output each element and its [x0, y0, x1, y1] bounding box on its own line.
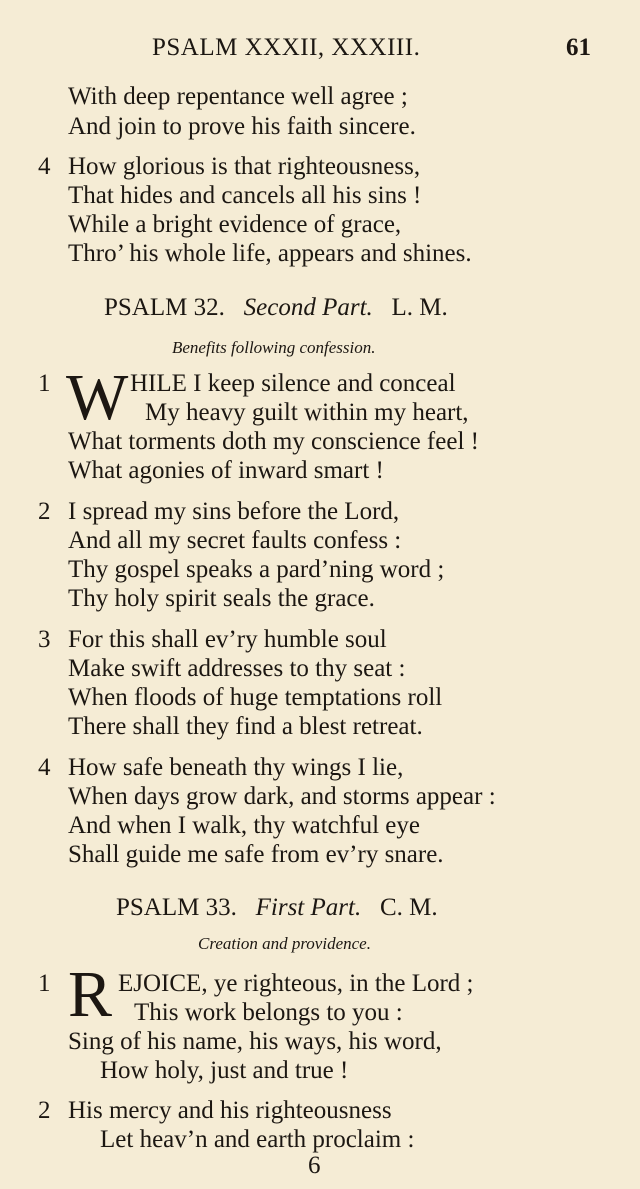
running-header: [0, 34, 640, 68]
verse-line: My heavy guilt within my heart,: [145, 399, 469, 426]
psalm-part: First Part.: [255, 894, 362, 921]
verse-line: How glorious is that righteousness,: [68, 153, 421, 180]
verse-line: For this shall ev’ry humble soul: [68, 626, 387, 653]
verse-line: How holy, just and true !: [100, 1057, 349, 1084]
verse-line: That hides and cancels all his sins !: [68, 182, 422, 209]
psalm-subtitle: Creation and providence.: [198, 934, 371, 953]
drop-cap: W: [66, 361, 129, 434]
verse-line: Shall guide me safe from ev’ry snare.: [68, 841, 444, 868]
psalm-number: PSALM 33.: [116, 894, 237, 921]
verse-line: Thy gospel speaks a pard’ning word ;: [68, 556, 445, 583]
verse-line: There shall they find a blest retreat.: [68, 713, 423, 740]
verse-line: While a bright evidence of grace,: [68, 211, 402, 238]
psalm-meter: L. M.: [391, 294, 448, 321]
verse-line: I spread my sins before the Lord,: [68, 498, 400, 525]
stanza-number: 1: [38, 370, 51, 397]
verse-line: Let heav’n and earth proclaim :: [100, 1126, 415, 1153]
stanza-number: 1: [38, 970, 51, 997]
stanza-number: 4: [38, 153, 51, 180]
verse-line: And all my secret faults confess :: [68, 527, 402, 554]
psalm-number: PSALM 32.: [104, 294, 225, 321]
verse-line: Make swift addresses to thy seat :: [68, 655, 406, 682]
drop-cap: R: [68, 958, 113, 1031]
verse-line: And when I walk, thy watchful eye: [68, 812, 420, 839]
stanza-number: 2: [38, 1097, 51, 1124]
psalm-meter: C. M.: [379, 894, 438, 921]
verse-line: EJOICE, ye righteous, in the Lord ;: [118, 970, 474, 997]
verse-line: HILE I keep silence and conceal: [130, 370, 456, 397]
verse-line: Thro’ his whole life, appears and shines.: [68, 240, 472, 267]
verse-line: What agonies of inward smart !: [68, 457, 384, 484]
stanza-number: 3: [38, 626, 51, 653]
stanza-number: 2: [38, 498, 51, 525]
verse-line: His mercy and his righteousness: [68, 1097, 392, 1124]
psalm-part: Second Part.: [243, 294, 373, 321]
verse-line: When days grow dark, and storms appear :: [68, 783, 496, 810]
verse-line: Thy holy spirit seals the grace.: [68, 585, 375, 612]
psalm-heading: [104, 293, 448, 322]
verse-line: This work belongs to you :: [134, 999, 403, 1026]
running-title: PSALM XXXII, XXXIII.: [152, 34, 421, 61]
verse-line: With deep repentance well agree ;: [68, 83, 408, 110]
stanza-number: 4: [38, 754, 51, 781]
psalm-heading: [116, 893, 438, 922]
verse-line: And join to prove his faith sincere.: [68, 113, 416, 140]
psalm-subtitle: Benefits following confession.: [172, 338, 376, 357]
verse-line: When floods of huge temptations roll: [68, 684, 443, 711]
page-number: 61: [566, 34, 591, 61]
verse-line: How safe beneath thy wings I lie,: [68, 754, 404, 781]
verse-line: What torments doth my conscience feel !: [68, 428, 479, 455]
verse-line: Sing of his name, his ways, his word,: [68, 1028, 442, 1055]
signature-mark: 6: [308, 1152, 321, 1179]
